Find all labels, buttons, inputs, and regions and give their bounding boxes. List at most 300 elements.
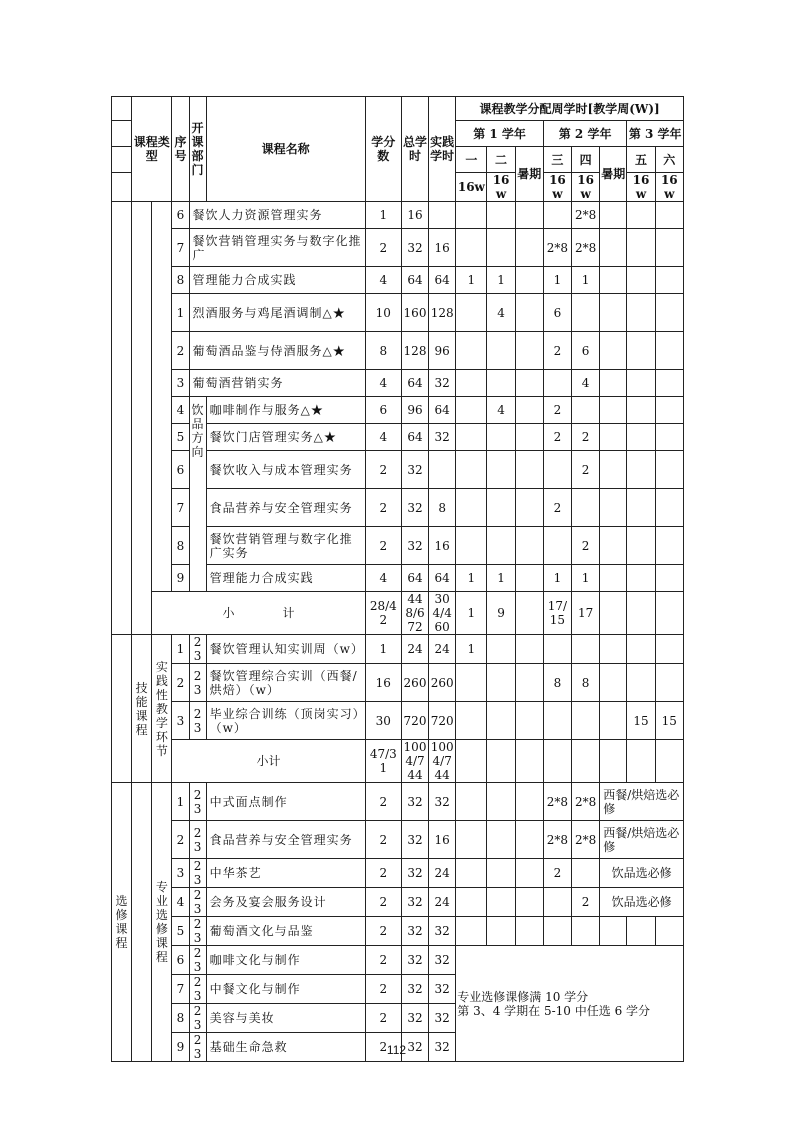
table-cell bbox=[543, 740, 571, 783]
table-cell bbox=[627, 267, 655, 294]
table-cell: 128 bbox=[429, 294, 456, 332]
table-cell bbox=[515, 740, 543, 783]
table-cell bbox=[655, 424, 683, 451]
table-cell: 葡萄酒文化与品鉴 bbox=[206, 917, 365, 946]
table-cell: 32 bbox=[401, 489, 428, 527]
table-cell: 32 bbox=[401, 1033, 428, 1062]
table-cell bbox=[572, 294, 600, 332]
table-cell: 32 bbox=[429, 1004, 456, 1033]
table-cell bbox=[456, 859, 487, 888]
table-cell bbox=[543, 527, 571, 565]
table-cell: 1 bbox=[365, 635, 401, 664]
table-cell: 23 bbox=[189, 859, 206, 888]
table-cell bbox=[456, 294, 487, 332]
table-cell bbox=[600, 424, 627, 451]
table-cell: 1 bbox=[572, 565, 600, 592]
table-cell: 23 bbox=[189, 946, 206, 975]
table-cell bbox=[112, 97, 132, 121]
table-cell: 32 bbox=[429, 1033, 456, 1062]
table-cell bbox=[627, 664, 655, 702]
header-weeks: 16w bbox=[572, 173, 600, 202]
table-cell: 32 bbox=[401, 451, 428, 489]
table-cell: 96 bbox=[401, 397, 428, 424]
header-year3: 第 3 学年 bbox=[627, 121, 684, 147]
table-cell: 16 bbox=[429, 821, 456, 859]
table-cell: 5 bbox=[172, 424, 189, 451]
table-cell: 2*8 bbox=[543, 821, 571, 859]
table-cell: 17 bbox=[572, 592, 600, 635]
header-term6: 六 bbox=[655, 147, 683, 173]
table-cell bbox=[487, 917, 515, 946]
table-cell bbox=[600, 489, 627, 527]
elective-note: 西餐/烘焙选必修 bbox=[600, 821, 684, 859]
table-cell bbox=[487, 664, 515, 702]
table-cell: 餐饮管理综合实训（西餐/烘焙）（w） bbox=[206, 664, 365, 702]
table-cell: 32 bbox=[401, 888, 428, 917]
table-cell bbox=[572, 740, 600, 783]
table-cell: 32 bbox=[401, 821, 428, 859]
table-cell: 美容与美妆 bbox=[206, 1004, 365, 1033]
table-cell: 2 bbox=[172, 664, 189, 702]
table-cell: 9 bbox=[172, 1033, 189, 1062]
subtotal-row bbox=[112, 740, 684, 783]
table-cell: 2 bbox=[365, 1033, 401, 1062]
table-cell bbox=[515, 821, 543, 859]
table-cell: 6 bbox=[172, 202, 189, 229]
table-cell: 160 bbox=[401, 294, 428, 332]
table-cell: 2 bbox=[543, 489, 571, 527]
header-practice-hours: 实践学时 bbox=[429, 97, 456, 202]
table-cell: 23 bbox=[189, 1004, 206, 1033]
table-cell: 7 bbox=[172, 489, 189, 527]
table-cell: 24 bbox=[401, 635, 428, 664]
subcategory-label: 专业选修课程 bbox=[152, 783, 172, 1062]
table-cell bbox=[456, 370, 487, 397]
table-cell bbox=[515, 489, 543, 527]
table-cell bbox=[600, 565, 627, 592]
table-cell bbox=[515, 565, 543, 592]
table-cell bbox=[600, 370, 627, 397]
page-number: 112 bbox=[386, 1043, 407, 1057]
table-cell bbox=[515, 267, 543, 294]
table-cell: 食品营养与安全管理实务 bbox=[206, 489, 365, 527]
table-row bbox=[112, 664, 684, 702]
table-cell bbox=[543, 370, 571, 397]
note-line: 第 3、4 学期在 5-10 中任选 6 学分 bbox=[457, 1003, 651, 1018]
table-row bbox=[112, 917, 684, 946]
table-cell: 2 bbox=[365, 888, 401, 917]
table-cell bbox=[515, 527, 543, 565]
table-cell: 32 bbox=[401, 859, 428, 888]
table-cell bbox=[487, 332, 515, 370]
table-cell: 64 bbox=[429, 267, 456, 294]
header-weeks: 16w bbox=[487, 173, 515, 202]
elective-note: 饮品选必修 bbox=[600, 888, 684, 917]
table-cell: 2 bbox=[543, 332, 571, 370]
table-cell bbox=[515, 370, 543, 397]
table-cell bbox=[515, 859, 543, 888]
table-cell: 16 bbox=[365, 664, 401, 702]
table-cell: 32 bbox=[401, 1004, 428, 1033]
table-cell: 1 bbox=[487, 267, 515, 294]
table-cell: 基础生命急救 bbox=[206, 1033, 365, 1062]
table-cell: 3 bbox=[172, 859, 189, 888]
table-cell: 8 bbox=[365, 332, 401, 370]
table-cell bbox=[456, 527, 487, 565]
table-cell bbox=[572, 489, 600, 527]
table-cell: 2 bbox=[172, 332, 189, 370]
table-cell: 1 bbox=[172, 783, 189, 821]
table-cell: 2 bbox=[572, 888, 600, 917]
table-cell: 中餐文化与制作 bbox=[206, 975, 365, 1004]
table-cell: 32 bbox=[429, 424, 456, 451]
header-dept: 开课部门 bbox=[189, 97, 206, 202]
table-cell bbox=[600, 332, 627, 370]
table-cell bbox=[655, 489, 683, 527]
header-weeks: 16w bbox=[655, 173, 683, 202]
table-cell: 23 bbox=[189, 888, 206, 917]
table-cell bbox=[655, 229, 683, 267]
table-cell bbox=[456, 740, 487, 783]
table-cell: 2 bbox=[365, 489, 401, 527]
table-cell: 23 bbox=[189, 783, 206, 821]
table-cell: 32 bbox=[429, 783, 456, 821]
table-cell bbox=[600, 592, 627, 635]
table-cell bbox=[515, 451, 543, 489]
table-cell: 720 bbox=[429, 702, 456, 740]
table-cell bbox=[572, 702, 600, 740]
category-label: 技能课程 bbox=[132, 635, 152, 783]
table-cell: 32 bbox=[401, 917, 428, 946]
table-cell bbox=[572, 397, 600, 424]
table-cell: 10 bbox=[365, 294, 401, 332]
table-cell bbox=[627, 424, 655, 451]
table-cell: 1004/744 bbox=[401, 740, 428, 783]
table-cell bbox=[543, 202, 571, 229]
table-cell: 64 bbox=[429, 565, 456, 592]
header-weeks: 16w bbox=[627, 173, 655, 202]
table-cell: 8 bbox=[572, 664, 600, 702]
table-cell: 5 bbox=[172, 917, 189, 946]
table-cell: 260 bbox=[429, 664, 456, 702]
table-cell: 4 bbox=[172, 888, 189, 917]
table-cell bbox=[515, 917, 543, 946]
table-cell bbox=[456, 888, 487, 917]
table-cell bbox=[132, 202, 152, 635]
table-cell: 4 bbox=[365, 267, 401, 294]
table-cell: 2 bbox=[365, 859, 401, 888]
header-credit: 学分数 bbox=[365, 97, 401, 202]
table-cell: 4 bbox=[365, 424, 401, 451]
table-cell: 2 bbox=[365, 783, 401, 821]
table-cell bbox=[487, 702, 515, 740]
table-cell: 24 bbox=[429, 888, 456, 917]
table-row bbox=[112, 888, 684, 917]
table-cell bbox=[515, 397, 543, 424]
table-cell: 1 bbox=[172, 635, 189, 664]
table-cell: 47/31 bbox=[365, 740, 401, 783]
header-summer2: 暑期 bbox=[600, 147, 627, 202]
elective-note: 饮品选必修 bbox=[600, 859, 684, 888]
subtotal-label: 小计 bbox=[172, 740, 365, 783]
table-cell: 17/15 bbox=[543, 592, 571, 635]
table-cell: 15 bbox=[627, 702, 655, 740]
table-cell: 2 bbox=[365, 975, 401, 1004]
table-cell: 6 bbox=[543, 294, 571, 332]
table-cell: 会务及宴会服务设计 bbox=[206, 888, 365, 917]
table-cell: 1 bbox=[456, 592, 487, 635]
table-cell: 2 bbox=[365, 1004, 401, 1033]
table-cell: 2 bbox=[365, 527, 401, 565]
table-cell: 1 bbox=[172, 294, 189, 332]
table-cell bbox=[543, 635, 571, 664]
table-cell: 2 bbox=[365, 917, 401, 946]
table-cell: 260 bbox=[401, 664, 428, 702]
table-cell bbox=[600, 294, 627, 332]
table-row bbox=[112, 946, 684, 975]
table-cell bbox=[543, 451, 571, 489]
table-cell bbox=[515, 332, 543, 370]
table-cell bbox=[515, 202, 543, 229]
table-cell: 720 bbox=[401, 702, 428, 740]
table-cell bbox=[456, 229, 487, 267]
table-cell bbox=[600, 740, 627, 783]
table-row bbox=[112, 635, 684, 664]
table-cell bbox=[456, 783, 487, 821]
table-cell bbox=[487, 370, 515, 397]
category-label: 选修课程 bbox=[112, 783, 132, 1062]
table-cell: 304/460 bbox=[429, 592, 456, 635]
table-cell: 32 bbox=[429, 917, 456, 946]
table-cell bbox=[456, 821, 487, 859]
header-course-name: 课程名称 bbox=[206, 97, 365, 202]
table-cell bbox=[543, 702, 571, 740]
table-cell bbox=[655, 635, 683, 664]
table-cell: 6 bbox=[572, 332, 600, 370]
table-cell bbox=[456, 451, 487, 489]
table-cell bbox=[487, 424, 515, 451]
table-cell: 1004/744 bbox=[429, 740, 456, 783]
table-cell bbox=[132, 783, 152, 1062]
table-cell: 4 bbox=[487, 294, 515, 332]
subcategory-label: 实践性教学环节 bbox=[152, 635, 172, 783]
table-cell bbox=[429, 202, 456, 229]
table-cell bbox=[627, 527, 655, 565]
table-cell bbox=[487, 489, 515, 527]
table-row bbox=[112, 267, 684, 294]
table-cell bbox=[543, 888, 571, 917]
table-cell: 64 bbox=[401, 424, 428, 451]
table-cell bbox=[515, 783, 543, 821]
header-summer1: 暑期 bbox=[515, 147, 543, 202]
table-cell: 1 bbox=[456, 267, 487, 294]
table-cell: 64 bbox=[401, 370, 428, 397]
table-cell: 1 bbox=[543, 267, 571, 294]
table-cell bbox=[112, 173, 132, 202]
table-row bbox=[112, 397, 684, 424]
table-cell bbox=[152, 202, 172, 592]
header-seq: 序号 bbox=[172, 97, 189, 202]
table-cell: 烈酒服务与鸡尾酒调制△★ bbox=[189, 294, 365, 332]
table-cell: 23 bbox=[189, 1033, 206, 1062]
table-cell: 2*8 bbox=[572, 783, 600, 821]
table-cell bbox=[627, 740, 655, 783]
table-cell: 448/672 bbox=[401, 592, 428, 635]
table-cell: 4 bbox=[365, 370, 401, 397]
table-cell bbox=[655, 397, 683, 424]
table-cell: 4 bbox=[365, 565, 401, 592]
table-cell bbox=[572, 635, 600, 664]
table-cell: 64 bbox=[401, 565, 428, 592]
table-cell: 30 bbox=[365, 702, 401, 740]
table-cell: 23 bbox=[189, 821, 206, 859]
header-term4: 四 bbox=[572, 147, 600, 173]
table-cell: 8 bbox=[429, 489, 456, 527]
table-cell bbox=[456, 202, 487, 229]
table-cell: 2 bbox=[572, 424, 600, 451]
table-cell: 7 bbox=[172, 975, 189, 1004]
table-cell: 2 bbox=[572, 451, 600, 489]
curriculum-table bbox=[111, 96, 684, 1062]
table-cell bbox=[600, 702, 627, 740]
table-row bbox=[112, 783, 684, 821]
table-cell bbox=[655, 565, 683, 592]
table-cell: 2 bbox=[365, 451, 401, 489]
header-term1: 一 bbox=[456, 147, 487, 173]
table-cell bbox=[487, 451, 515, 489]
table-cell bbox=[627, 917, 655, 946]
table-row bbox=[112, 202, 684, 229]
table-cell: 管理能力合成实践 bbox=[206, 565, 365, 592]
table-cell: 2*8 bbox=[572, 202, 600, 229]
table-cell bbox=[572, 859, 600, 888]
table-cell bbox=[456, 332, 487, 370]
table-cell bbox=[655, 267, 683, 294]
table-cell bbox=[487, 229, 515, 267]
table-cell: 24 bbox=[429, 635, 456, 664]
table-cell: 葡萄酒营销实务 bbox=[189, 370, 365, 397]
header-total-hours: 总学时 bbox=[401, 97, 428, 202]
table-cell: 32 bbox=[429, 975, 456, 1004]
table-cell bbox=[456, 397, 487, 424]
table-cell bbox=[627, 451, 655, 489]
table-cell: 餐饮营销管理与数字化推广实务 bbox=[206, 527, 365, 565]
table-cell: 中式面点制作 bbox=[206, 783, 365, 821]
table-cell bbox=[600, 635, 627, 664]
table-cell: 9 bbox=[487, 592, 515, 635]
table-cell: 24 bbox=[429, 859, 456, 888]
table-cell bbox=[655, 370, 683, 397]
table-cell: 2*8 bbox=[572, 229, 600, 267]
table-cell: 32 bbox=[429, 370, 456, 397]
table-cell: 餐饮收入与成本管理实务 bbox=[206, 451, 365, 489]
table-row bbox=[112, 332, 684, 370]
table-cell bbox=[655, 527, 683, 565]
table-cell bbox=[429, 451, 456, 489]
table-cell bbox=[456, 702, 487, 740]
table-cell: 32 bbox=[401, 975, 428, 1004]
table-cell bbox=[543, 917, 571, 946]
table-cell: 23 bbox=[189, 664, 206, 702]
table-cell: 餐饮营销管理实务与数字化推广 bbox=[189, 229, 365, 267]
elective-note: 西餐/烘焙选必修 bbox=[600, 783, 684, 821]
table-cell bbox=[655, 202, 683, 229]
table-cell bbox=[456, 489, 487, 527]
table-cell: 6 bbox=[365, 397, 401, 424]
table-cell bbox=[515, 635, 543, 664]
table-cell bbox=[487, 635, 515, 664]
table-cell: 2 bbox=[365, 821, 401, 859]
table-cell: 1 bbox=[572, 267, 600, 294]
header-year1: 第 1 学年 bbox=[456, 121, 544, 147]
table-cell bbox=[515, 702, 543, 740]
header-term2: 二 bbox=[487, 147, 515, 173]
table-cell bbox=[515, 664, 543, 702]
table-cell bbox=[627, 489, 655, 527]
table-cell: 23 bbox=[189, 975, 206, 1004]
table-cell: 2 bbox=[543, 397, 571, 424]
table-cell bbox=[627, 635, 655, 664]
table-cell bbox=[655, 451, 683, 489]
table-cell: 96 bbox=[429, 332, 456, 370]
table-cell bbox=[655, 740, 683, 783]
table-cell bbox=[112, 635, 132, 783]
table-cell: 6 bbox=[172, 451, 189, 489]
table-cell bbox=[627, 397, 655, 424]
table-cell bbox=[655, 294, 683, 332]
table-cell: 32 bbox=[401, 946, 428, 975]
table-cell: 3 bbox=[172, 370, 189, 397]
table-row bbox=[112, 702, 684, 740]
table-cell: 4 bbox=[572, 370, 600, 397]
direction-label: 饮品方向 bbox=[189, 397, 206, 592]
header-term3: 三 bbox=[543, 147, 571, 173]
table-cell bbox=[487, 859, 515, 888]
table-cell: 128 bbox=[401, 332, 428, 370]
table-row bbox=[112, 294, 684, 332]
table-cell: 8 bbox=[543, 664, 571, 702]
header-allocation: 课程教学分配周学时[教学周(W)] bbox=[456, 97, 684, 121]
table-cell: 16 bbox=[429, 229, 456, 267]
table-row bbox=[112, 229, 684, 267]
table-cell: 食品营养与安全管理实务 bbox=[206, 821, 365, 859]
table-cell: 23 bbox=[189, 917, 206, 946]
table-cell: 32 bbox=[401, 527, 428, 565]
table-cell bbox=[515, 294, 543, 332]
table-cell bbox=[112, 121, 132, 147]
table-cell: 2*8 bbox=[572, 821, 600, 859]
table-cell bbox=[600, 917, 627, 946]
table-cell bbox=[456, 917, 487, 946]
table-cell: 餐饮门店管理实务△★ bbox=[206, 424, 365, 451]
table-cell bbox=[112, 147, 132, 173]
table-cell bbox=[487, 821, 515, 859]
table-cell: 2 bbox=[572, 527, 600, 565]
table-row bbox=[112, 859, 684, 888]
table-cell bbox=[515, 229, 543, 267]
subtotal-row bbox=[112, 592, 684, 635]
table-cell bbox=[515, 424, 543, 451]
table-cell: 8 bbox=[172, 527, 189, 565]
table-cell: 餐饮人力资源管理实务 bbox=[189, 202, 365, 229]
table-cell: 1 bbox=[456, 565, 487, 592]
table-cell: 16 bbox=[429, 527, 456, 565]
table-cell bbox=[515, 592, 543, 635]
table-cell: 6 bbox=[172, 946, 189, 975]
table-cell bbox=[600, 664, 627, 702]
table-row bbox=[112, 370, 684, 397]
table-cell bbox=[456, 664, 487, 702]
